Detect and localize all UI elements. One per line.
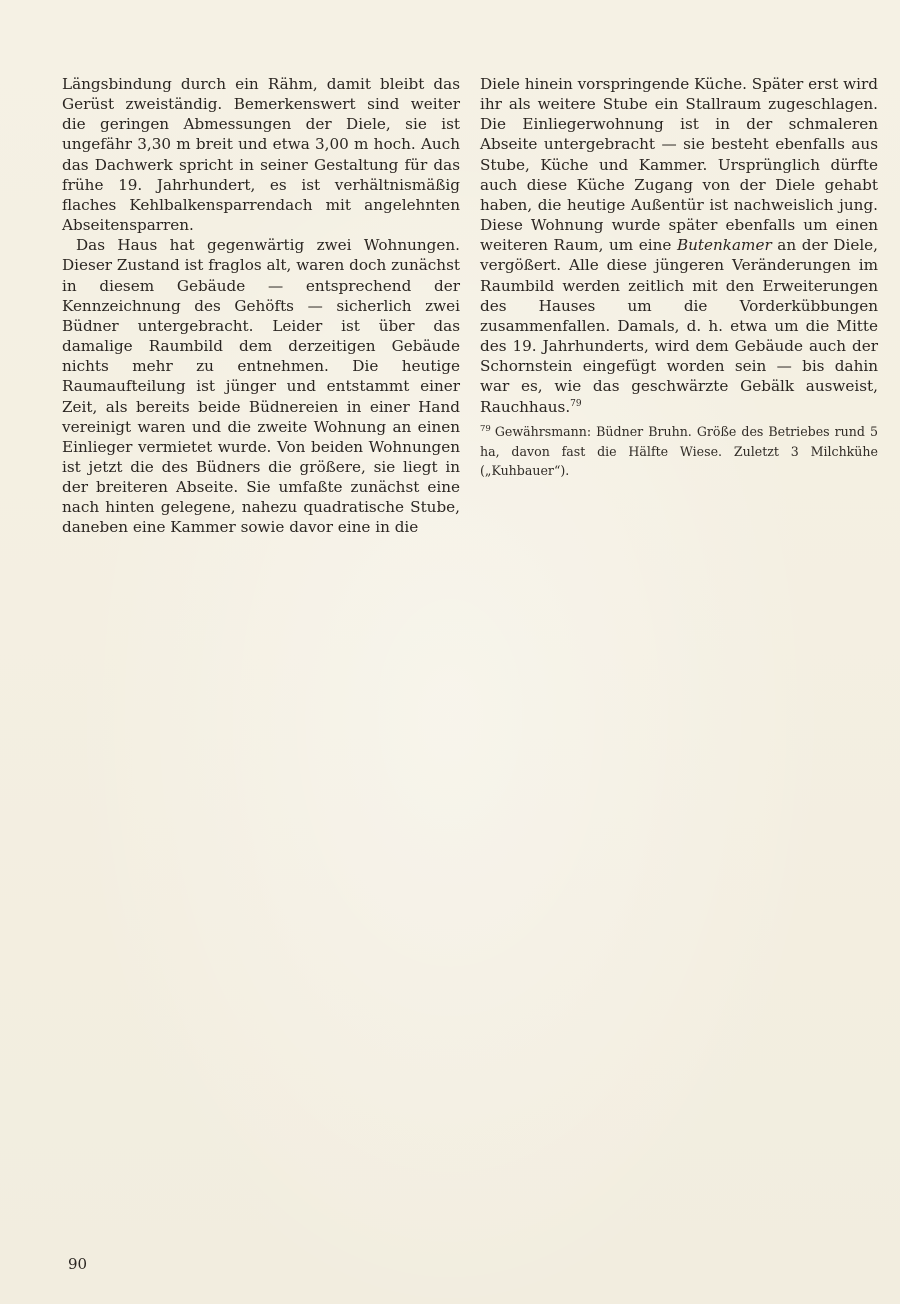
left-text-column xyxy=(62,74,460,538)
footnote-number: 79 xyxy=(480,423,491,434)
butenkamer-term: Butenkamer xyxy=(676,236,772,255)
left-paragraph-1: Längsbindung durch ein Rähm, damit bleibt das Gerüst zweiständig. Bemerkenswert sind weiter die geringen Abmessungen der Diele, sie ist ungefähr 3,30 m breit und etwa 3,00 m hoch. Auch das Dachwerk spricht in seiner Gestaltung für das frühe 19. Jahrhundert, es ist verhältnismäßig flaches Kehlbalkensparrendach mit angelehnten Abseitensparren. xyxy=(62,75,460,235)
footnote-reference[interactable]: 79 xyxy=(570,398,582,409)
right-text-column xyxy=(480,74,878,417)
left-paragraph-2: Das Haus hat gegenwärtig zwei Wohnungen. Dieser Zustand ist fraglos alt, waren doch zunächst in diesem Gebäude — entsprechend der Kennzeichnung des Gehöfts — sicherlich zwei Büdner untergebracht. Leider ist über das damalige Raumbild dem derzeitigen Gebäude nichts mehr zu entnehmen. Die heutige Raumaufteilung ist jünger und entstammt einer Zeit, als bereits beide Büdnereien in einer Hand vereinigt waren und die zweite Wohnung an einen Einlieger vermietet wurde. Von beiden Wohnungen ist jetzt die des Büdners die größere, sie liegt in der breiteren Abseite. Sie umfaßte zunächst eine nach hinten gelegene, nahezu quadratische Stube, daneben eine Kammer sowie davor eine in die xyxy=(62,236,460,537)
right-paragraph-text-b: an der Diele, vergößert. Alle diese jüngeren Veränderungen im Raumbild werden zeitlich mit den Erweiterungen des Hauses um die Vorderkübbungen zusammenfallen. Damals, d. h. etwa um die Mitte des 19. Jahrhunderts, wird dem Gebäude auch der Schornstein eingefügt worden sein — bis dahin war es, wie das geschwärzte Gebälk ausweist, Rauchhaus. xyxy=(480,236,878,416)
right-paragraph-1 xyxy=(480,74,878,417)
page-number: 90 xyxy=(68,1255,88,1273)
footnote xyxy=(480,422,878,481)
footnote-text: Gewährsmann: Büdner Bruhn. Größe des Betriebes rund 5 ha, davon fast die Hälfte Wiese. Zuletzt 3 Milchkühe („Kuhbauer“). xyxy=(480,424,878,478)
right-paragraph-text-a: Diele hinein vorspringende Küche. Später erst wird ihr als weitere Stube ein Stallraum zugeschlagen. Die Einliegerwohnung ist in der schmaleren Abseite untergebracht — sie besteht ebenfalls aus Stube, Küche und Kammer. Ursprünglich dürfte auch diese Küche Zugang von der Diele gehabt haben, die heutige Außentür ist nachweislich jung. Diese Wohnung wurde später ebenfalls um einen weiteren Raum, um eine xyxy=(480,75,878,255)
